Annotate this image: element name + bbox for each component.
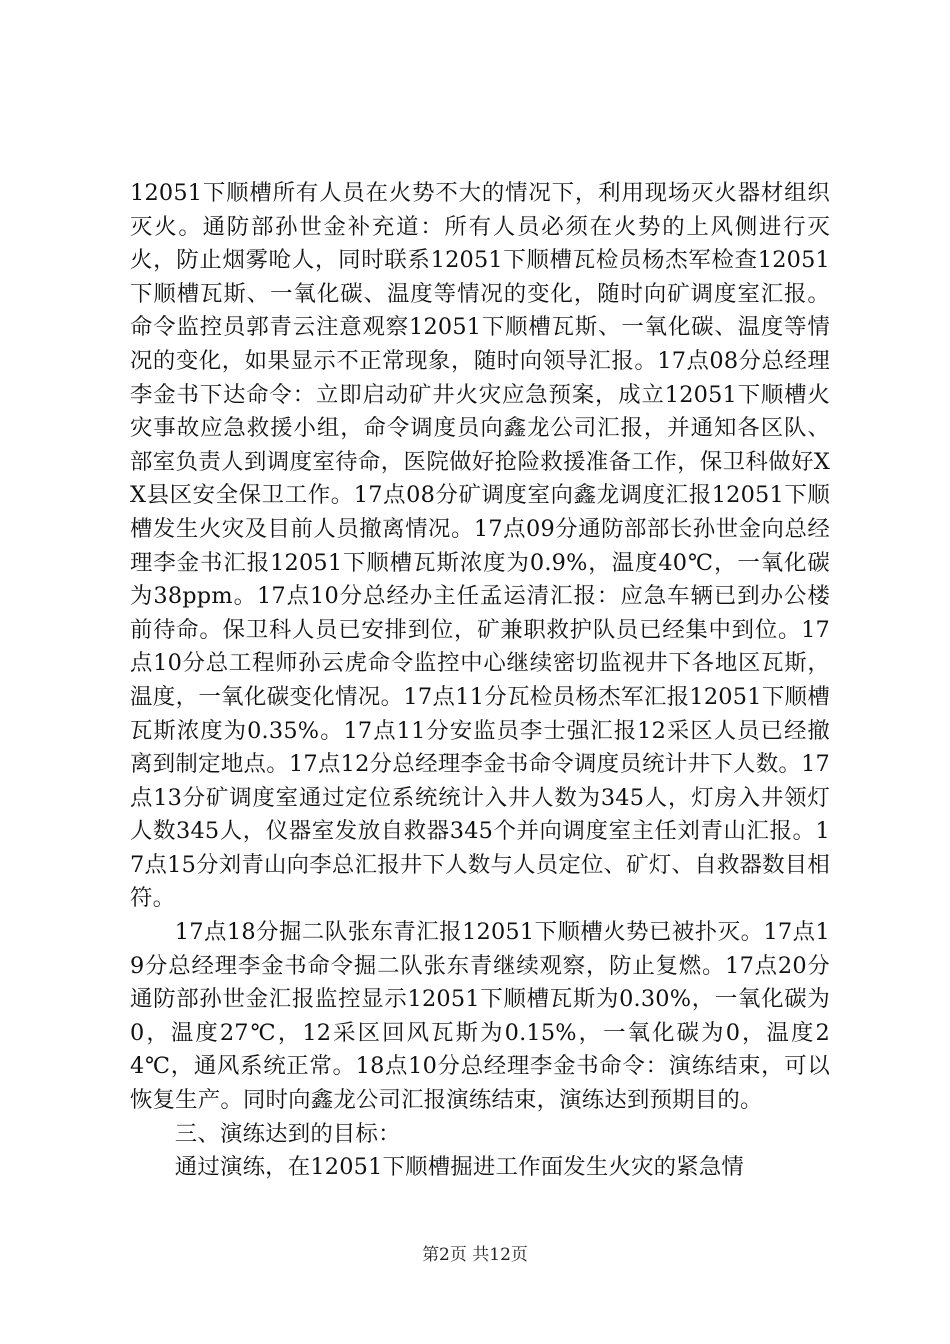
- paragraph-fire-extinguished: 17点18分掘二队张东青汇报12051下顺槽火势已被扑灭。17点19分总经理李金书命令掘二队张东青继续观察，防止复燃。17点20分通防部孙世金汇报监控显示12051下顺槽瓦斯为0.30%，一氧化碳为0，温度27℃，12采区回风瓦斯为0.15%，一氧化碳为0，温度24℃，通风系统正常。18点10分总经理李金书命令：演练结束，可以恢复生产。同时向鑫龙公司汇报演练结束，演练达到预期目的。: [130, 919, 830, 1114]
- page-footer: 第2页 共12页: [422, 1245, 528, 1265]
- document-body: [130, 177, 830, 1185]
- section-heading-goals: 三、演练达到的目标：: [174, 1120, 401, 1147]
- paragraph-drill-process: 12051下顺槽所有人员在火势不大的情况下，利用现场灭火器材组织灭火。通防部孙世金补充道：所有人员必须在火势的上风侧进行灭火，防止烟雾呛人，同时联系12051下顺槽瓦检员杨杰军检查12051下顺槽瓦斯、一氧化碳、温度等情况的变化，随时向矿调度室汇报。命令监控员郭青云注意观察12051下顺槽瓦斯、一氧化碳、温度等情况的变化，如果显示不正常现象，随时向领导汇报。17点08分总经理李金书下达命令：立即启动矿井火灾应急预案，成立12051下顺槽火灾事故应急救援小组，命令调度员向鑫龙公司汇报，并通知各区队、部室负责人到调度室待命，医院做好抢险救援准备工作，保卫科做好XX县区安全保卫工作。17点08分矿调度室向鑫龙调度汇报12051下顺槽发生火灾及目前人员撤离情况。17点09分通防部部长孙世金向总经理李金书汇报12051下顺槽瓦斯浓度为0.9%，温度40℃，一氧化碳为38ppm。17点10分总经办主任孟运清汇报：应急车辆已到办公楼前待命。保卫科人员已安排到位，矿兼职救护队员已经集中到位。17点10分总工程师孙云虎命令监控中心继续密切监视井下各地区瓦斯，温度，一氧化碳变化情况。17点11分瓦检员杨杰军汇报12051下顺槽瓦斯浓度为0.35%。17点11分安监员李士强汇报12采区人员已经撤离到制定地点。17点12分总经理李金书命令调度员统计井下人数。17点13分矿调度室通过定位系统统计入井人数为345人，灯房入井领灯人数345人，仪器室发放自救器345个并向调度室主任刘青山汇报。17点15分刘青山向李总汇报井下人数与人员定位、矿灯、自救器数目相符。: [130, 180, 830, 912]
- paragraph-goals-start: 通过演练，在12051下顺槽掘进工作面发生火灾的紧急情: [174, 1154, 745, 1181]
